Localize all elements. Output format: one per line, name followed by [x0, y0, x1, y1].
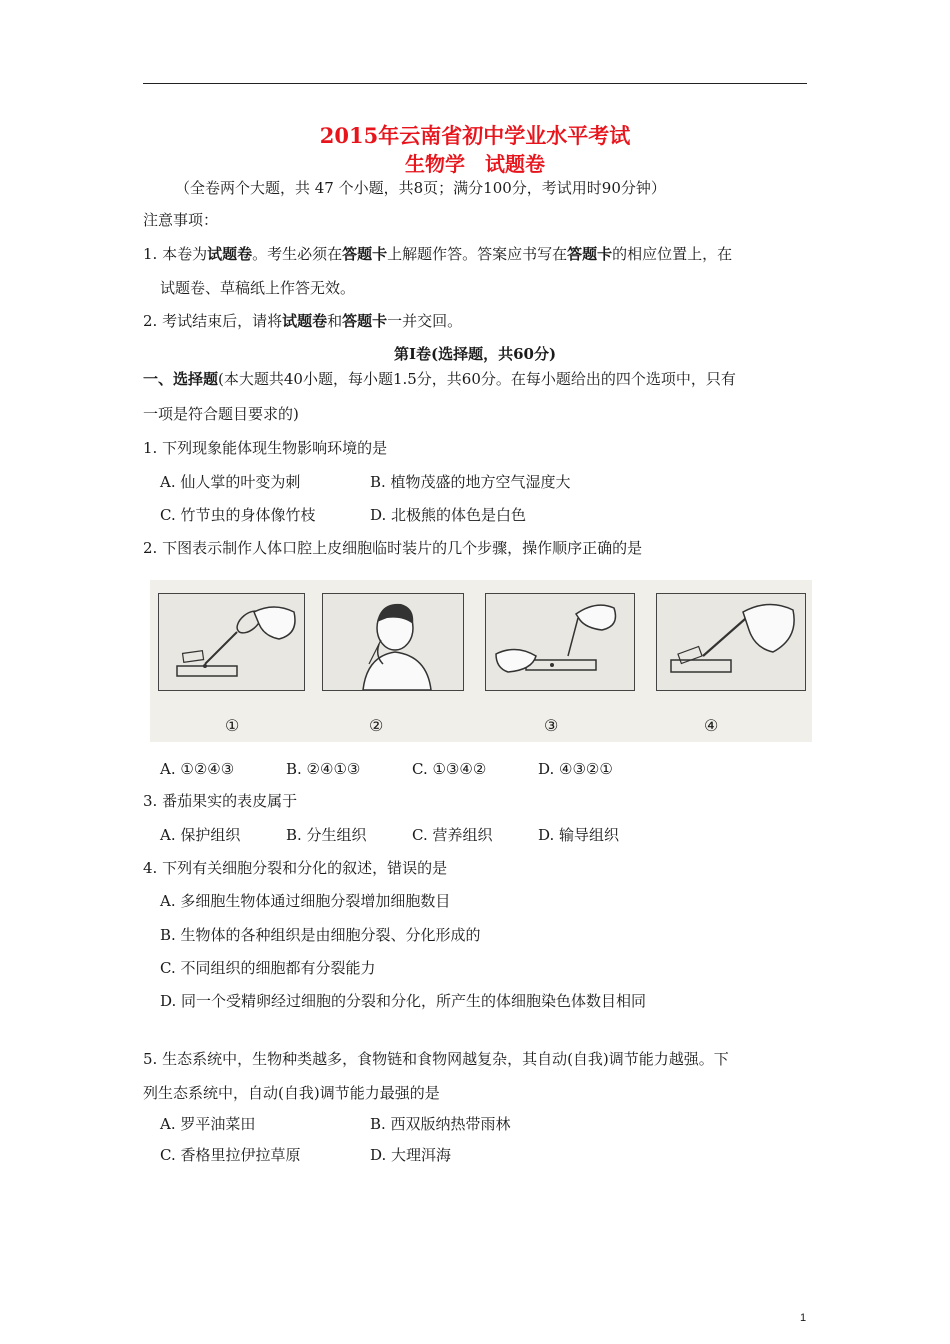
step-1-caption: ① [225, 716, 240, 735]
section-label: 一、选择题 [143, 370, 219, 388]
notice-text: 2. 考试结束后，请将 [143, 312, 283, 330]
notice-item-1-cont: 试题卷、草稿纸上作答无效。 [160, 279, 356, 297]
notice-bold: 答题卡 [342, 245, 388, 263]
notice-text: 1. 本卷为 [143, 245, 208, 263]
q4-option-d: D. 同一个受精卵经过细胞的分裂和分化，所产生的体细胞染色体数目相同 [160, 992, 647, 1010]
page-number: 1 [800, 1312, 807, 1324]
step-4-cover-slip-illustration [656, 593, 806, 691]
q5-option-c: C. 香格里拉伊拉草原 [160, 1146, 301, 1164]
q5-stem: 5. 生态系统中，生物种类越多，食物链和食物网越复杂，其自动(自我)调节能力越强。下 [143, 1050, 729, 1068]
exam-subtitle: 生物学 试题卷 [405, 152, 545, 176]
q5-option-b: B. 西双版纳热带雨林 [370, 1115, 511, 1133]
step-4-caption: ④ [704, 716, 719, 735]
notice-text: 上解题作答。答案应书写在 [387, 245, 568, 263]
q4-option-c: C. 不同组织的细胞都有分裂能力 [160, 959, 376, 977]
q1-option-b: B. 植物茂盛的地方空气湿度大 [370, 473, 571, 491]
notice-bold: 答题卡 [567, 245, 613, 263]
notice-text: 。考生必须在 [252, 245, 343, 263]
q3-stem: 3. 番茄果实的表皮属于 [143, 792, 298, 810]
step-3-staining-illustration [485, 593, 635, 691]
header-rule [143, 83, 807, 84]
q1-stem: 1. 下列现象能体现生物影响环境的是 [143, 439, 388, 457]
q2-option-d: D. ④③②① [538, 760, 613, 778]
notice-bold: 试题卷 [282, 312, 328, 330]
notice-heading: 注意事项： [143, 211, 219, 229]
exam-title: 2015年云南省初中学业水平考试 [319, 123, 631, 148]
q5-option-a: A. 罗平油菜田 [160, 1115, 256, 1133]
exam-info: （全卷两个大题，共 47 个小题，共8页；满分100分，考试用时90分钟） [175, 179, 666, 197]
notice-text: 一并交回。 [387, 312, 463, 330]
section-intro [143, 369, 736, 389]
q5-stem-cont: 列生态系统中，自动(自我)调节能力最强的是 [143, 1084, 440, 1102]
notice-bold: 答题卡 [342, 312, 388, 330]
q1-option-d: D. 北极熊的体色是白色 [370, 506, 527, 524]
q2-option-c: C. ①③④② [412, 760, 487, 778]
part1-heading [0, 344, 950, 364]
slide-preparation-figure [150, 580, 812, 742]
step-2-person-illustration [322, 593, 464, 691]
notice-item-2 [143, 311, 462, 331]
q1-option-c: C. 竹节虫的身体像竹枝 [160, 506, 316, 524]
step-3-caption: ③ [544, 716, 559, 735]
q3-option-c: C. 营养组织 [412, 826, 493, 844]
q4-option-a: A. 多细胞生物体通过细胞分裂增加细胞数目 [160, 892, 451, 910]
notice-bold: 试题卷 [207, 245, 253, 263]
notice-text: 和 [327, 312, 343, 330]
notice-text: 的相应位置上，在 [612, 245, 733, 263]
step-1-dropper-illustration [158, 593, 305, 691]
q2-option-b: B. ②④①③ [286, 760, 361, 778]
q2-stem: 2. 下图表示制作人体口腔上皮细胞临时装片的几个步骤，操作顺序正确的是 [143, 539, 643, 557]
q1-option-a: A. 仙人掌的叶变为刺 [160, 473, 301, 491]
notice-item-1 [143, 244, 732, 264]
section-text: (本大题共40小题，每小题1.5分，共60分。在每小题给出的四个选项中，只有 [218, 370, 736, 388]
part1-heading-text: 第Ⅰ卷(选择题，共60分) [393, 345, 557, 363]
q3-option-b: B. 分生组织 [286, 826, 367, 844]
step-2-caption: ② [369, 716, 384, 735]
q3-option-a: A. 保护组织 [160, 826, 241, 844]
q2-option-a: A. ①②④③ [160, 760, 235, 778]
q3-option-d: D. 输导组织 [538, 826, 620, 844]
q5-option-d: D. 大理洱海 [370, 1146, 452, 1164]
q4-option-b: B. 生物体的各种组织是由细胞分裂、分化形成的 [160, 926, 481, 944]
section-intro-cont: 一项是符合题目要求的) [143, 405, 299, 423]
q4-stem: 4. 下列有关细胞分裂和分化的叙述，错误的是 [143, 859, 448, 877]
